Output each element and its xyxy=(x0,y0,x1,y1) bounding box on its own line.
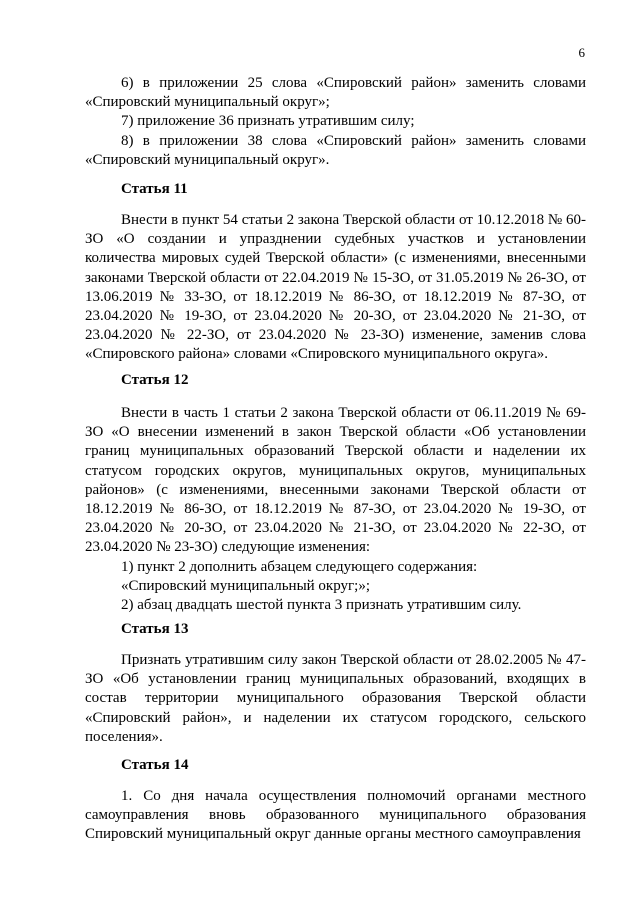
article-11-heading: Статья 11 xyxy=(121,181,188,197)
list-item: 7) приложение 36 признать утратившим силу; xyxy=(121,113,415,130)
paragraph: «Спировский муниципальный округ;»; xyxy=(121,577,371,594)
article-12-heading: Статья 12 xyxy=(121,372,189,388)
article-13-body xyxy=(85,651,586,747)
page-number: 6 xyxy=(578,45,585,60)
list-item: 8) в приложении 38 слова «Спировский район» заменить словами «Спировский муниципальный округ». xyxy=(85,132,586,168)
article-14-body xyxy=(85,787,586,845)
article-13-heading: Статья 13 xyxy=(121,621,189,637)
paragraph: 2) абзац двадцать шестой пункта 3 признать утратившим силу. xyxy=(121,597,522,614)
article-14-heading: Статья 14 xyxy=(121,757,189,773)
list-item: 6) в приложении 25 слова «Спировский район» заменить словами «Спировский муниципальный округ»; xyxy=(85,75,586,111)
article-12-body xyxy=(85,404,586,615)
paragraph: Внести в пункт 54 статьи 2 закона Тверской области от 10.12.2018 № 60-ЗО «О создании и упразднении судебных участков и установлении количества мировых судей Тверской области» (с изменениями, внесенными законами Тверской области от 22.04.2019 № 15-ЗО, от 31.05.2019 № 26-ЗО, от 13.06.2019 № 33-ЗО, от 18.12.2019 № 86-ЗО, от 18.12.2019 № 87-ЗО, от 23.04.2020 № 19-ЗО, от 23.04.2020 № 20-ЗО, от 23.04.2020 № 21-ЗО, от 23.04.2020 № 22-ЗО, от 23.04.2020 № 23-ЗО) изменение, заменив слова «Спировского района» словами «Спировского муниципального округа». xyxy=(85,212,586,363)
article-11-body xyxy=(85,211,586,365)
paragraph: Внести в часть 1 статьи 2 закона Тверской области от 06.11.2019 № 69-ЗО «О внесении изменений в закон Тверской области «Об установлении границ муниципальных образований Тверской области и наделении их статусом городских округов, муниципальных округов, муниципальных районов» (с изменениями, внесенными законами Тверской области от 18.12.2019 № 86-ЗО, от 18.12.2019 № 87-ЗО, от 23.04.2020 № 19-ЗО, от 23.04.2020 № 20-ЗО, от 23.04.2020 № 21-ЗО, от 23.04.2020 № 22-ЗО, от 23.04.2020 № 23-ЗО) следующие изменения: xyxy=(85,405,586,556)
amendment-list xyxy=(85,74,586,170)
paragraph: 1) пункт 2 дополнить абзацем следующего содержания: xyxy=(121,558,478,575)
paragraph: 1. Со дня начала осуществления полномочий органами местного самоуправления вновь образованного муниципального образования Спировский муниципальный округ данные органы местного самоуправления xyxy=(85,788,586,843)
paragraph: Признать утратившим силу закон Тверской области от 28.02.2005 № 47-ЗО «Об установлении границ муниципальных образований, входящих в состав территории муниципального образования Тверской области «Спировский район», и наделении их статусом городского, сельского поселения». xyxy=(85,652,586,745)
